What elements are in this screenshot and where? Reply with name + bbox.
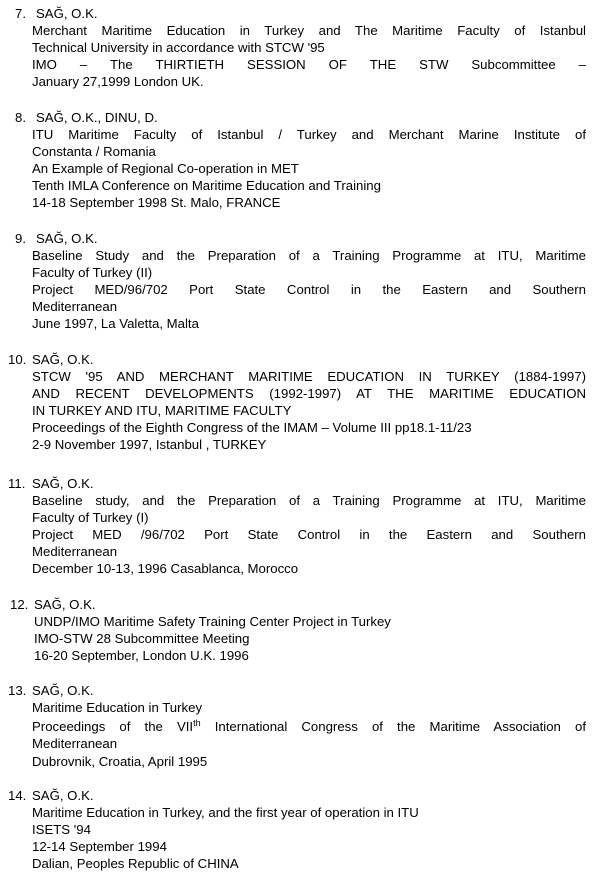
entry-line: 2-9 November 1997, Istanbul , TURKEY [32, 437, 267, 452]
entry-line: Baseline study, and the Preparation of a Training Programme at ITU, Maritime [32, 493, 586, 508]
entry-line: Faculty of Turkey (II) [32, 265, 153, 280]
entry-line: 16-20 September, London U.K. 1996 [34, 648, 249, 663]
entry-author: SAĞ, O.K. [36, 6, 98, 21]
ordinal-suffix: th [193, 718, 201, 728]
entry-line: Merchant Maritime Education in Turkey and The Maritime Faculty of Istanbul [32, 23, 586, 38]
entry-line: IMO-STW 28 Subcommittee Meeting [34, 631, 250, 646]
entry-line: UNDP/IMO Maritime Safety Training Center Project in Turkey [34, 614, 391, 629]
entry-line: Proceedings of the Eighth Congress of the IMAM – Volume III pp18.1-11/23 [32, 420, 472, 435]
entry-line-part: Proceedings of the VII [32, 719, 194, 734]
entry-line: AND RECENT DEVELOPMENTS (1992-1997) AT THE MARITIME EDUCATION [32, 386, 586, 401]
entry-line: Dubrovnik, Croatia, April 1995 [32, 754, 208, 769]
entry-line: ITU Maritime Faculty of Istanbul / Turkey and Merchant Marine Institute of [32, 127, 586, 142]
entry-line: IN TURKEY AND ITU, MARITIME FACULTY [32, 403, 292, 418]
entry-line: IMO – The THIRTIETH SESSION OF THE STW Subcommittee – [32, 57, 586, 72]
entry-number: 8. [15, 110, 26, 125]
entry-line: Project MED /96/702 Port State Control in the Eastern and Southern [32, 527, 586, 542]
entry-line: STCW '95 AND MERCHANT MARITIME EDUCATION IN TURKEY (1884-1997) [32, 369, 586, 384]
entry-line: 12-14 September 1994 [32, 839, 167, 854]
entry-line: June 1997, La Valetta, Malta [32, 316, 199, 331]
entry-number: 13. [8, 683, 27, 698]
entry-author: SAĞ, O.K., DINU, D. [36, 110, 158, 125]
entry-number: 10. [8, 352, 27, 367]
entry-author: SAĞ, O.K. [32, 683, 94, 698]
entry-number: 14. [8, 788, 27, 803]
entry-line: Project MED/96/702 Port State Control in the Eastern and Southern [32, 282, 586, 297]
entry-author: SAĞ, O.K. [32, 476, 94, 491]
entry-line: Dalian, Peoples Republic of CHINA [32, 856, 239, 871]
entry-author: SAĞ, O.K. [32, 352, 94, 367]
entry-line: Maritime Education in Turkey, and the first year of operation in ITU [32, 805, 419, 820]
entry-line: An Example of Regional Co-operation in MET [32, 161, 299, 176]
entry-line: 14-18 September 1998 St. Malo, FRANCE [32, 195, 281, 210]
entry-number: 11. [8, 476, 26, 491]
entry-line: Constanta / Romania [32, 144, 156, 159]
entry-number: 12. [10, 597, 29, 612]
entry-line: Faculty of Turkey (I) [32, 510, 149, 525]
entry-line: Baseline Study and the Preparation of a Training Programme at ITU, Maritime [32, 248, 586, 263]
entry-line: Technical University in accordance with STCW '95 [32, 40, 325, 55]
entry-line [32, 718, 586, 735]
entry-author: SAĞ, O.K. [32, 788, 94, 803]
entry-number: 9. [15, 231, 26, 246]
entry-author: SAĞ, O.K. [36, 231, 98, 246]
entry-line: Mediterranean [32, 299, 118, 314]
entry-line: January 27,1999 London UK. [32, 74, 204, 89]
entry-line: Mediterranean [32, 544, 118, 559]
entry-line: Mediterranean [32, 736, 118, 751]
entry-line: ISETS '94 [32, 822, 91, 837]
entry-number: 7. [15, 6, 26, 21]
entry-line: Tenth IMLA Conference on Maritime Education and Training [32, 178, 381, 193]
entry-line: December 10-13, 1996 Casablanca, Morocco [32, 561, 299, 576]
entry-author: SAĞ, O.K. [34, 597, 96, 612]
entry-line-part: International Congress of the Maritime Association of [214, 719, 586, 734]
entry-line: Maritime Education in Turkey [32, 700, 203, 715]
